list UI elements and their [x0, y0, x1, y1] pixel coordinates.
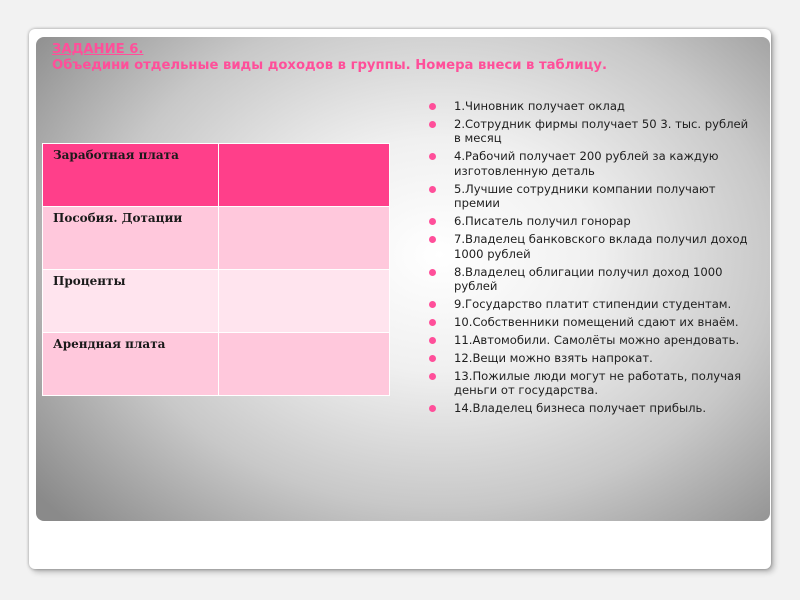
bullet-icon [429, 373, 436, 380]
task-instruction: Объедини отдельные виды доходов в группы. Номера внеси в таблицу. [52, 58, 608, 73]
item-text: 1.Чиновник получает оклад [454, 99, 625, 113]
income-items-list [426, 99, 756, 419]
item-text: 4.Рабочий получает 200 рублей за каждую изготовленную деталь [454, 149, 719, 178]
item-text: 11.Автомобили. Самолёты можно арендовать. [454, 332, 740, 347]
task-heading [52, 42, 762, 74]
bullet-icon [429, 218, 436, 225]
item-text: 14.Владелец бизнеса получает прибыль. [454, 401, 707, 416]
list-item [426, 401, 756, 416]
list-item [426, 265, 756, 294]
row-label: Заработная плата [43, 144, 219, 207]
list-item [426, 117, 756, 146]
row-label: Пособия. Дотации [43, 207, 219, 270]
bullet-icon [429, 355, 436, 362]
table-row [43, 144, 390, 207]
list-item [426, 232, 756, 261]
list-item [426, 351, 756, 366]
item-text: 5.Лучшие сотрудники компании получают премии [454, 181, 716, 211]
item-text: 6.Писатель получил гонорар [454, 214, 631, 229]
bullet-icon [429, 153, 436, 160]
item-text: 8.Владелец облигации получил доход 1000 рублей [454, 264, 723, 294]
list-item [426, 333, 756, 348]
item-text: 2.Сотрудник фирмы получает 50 3. тыс. рублей в месяц [454, 116, 749, 146]
row-answer-cell[interactable] [219, 207, 390, 270]
list-item [426, 99, 756, 114]
list-item [426, 214, 756, 229]
list-item [426, 315, 756, 330]
table-row [43, 333, 390, 396]
bullet-icon [429, 337, 436, 344]
row-answer-cell[interactable] [219, 333, 390, 396]
bullet-icon [429, 319, 436, 326]
bullet-icon [429, 186, 436, 193]
table-row [43, 270, 390, 333]
bullet-icon [429, 121, 436, 128]
task-number: ЗАДАНИЕ 6. [52, 42, 144, 57]
row-answer-cell[interactable] [219, 270, 390, 333]
income-groups-table [42, 143, 390, 396]
bullet-icon [429, 236, 436, 243]
list-item [426, 182, 756, 211]
item-text: 7.Владелец банковского вклада получил доход 1000 рублей [454, 232, 748, 261]
list-item [426, 297, 756, 312]
item-text: 10.Собственники помещений сдают их внаём. [454, 315, 739, 330]
row-label: Проценты [43, 270, 219, 333]
row-label: Арендная плата [43, 333, 219, 396]
list-item [426, 149, 756, 178]
list-item [426, 369, 756, 398]
bullet-icon [429, 269, 436, 276]
row-answer-cell[interactable] [219, 144, 390, 207]
item-text: 13.Пожилые люди могут не работать, получая деньги от государства. [454, 368, 742, 398]
bullet-icon [429, 405, 436, 412]
bullet-icon [429, 103, 436, 110]
table-row [43, 207, 390, 270]
item-text: 12.Вещи можно взять напрокат. [454, 350, 653, 365]
item-text: 9.Государство платит стипендии студентам. [454, 297, 732, 312]
bullet-icon [429, 301, 436, 308]
